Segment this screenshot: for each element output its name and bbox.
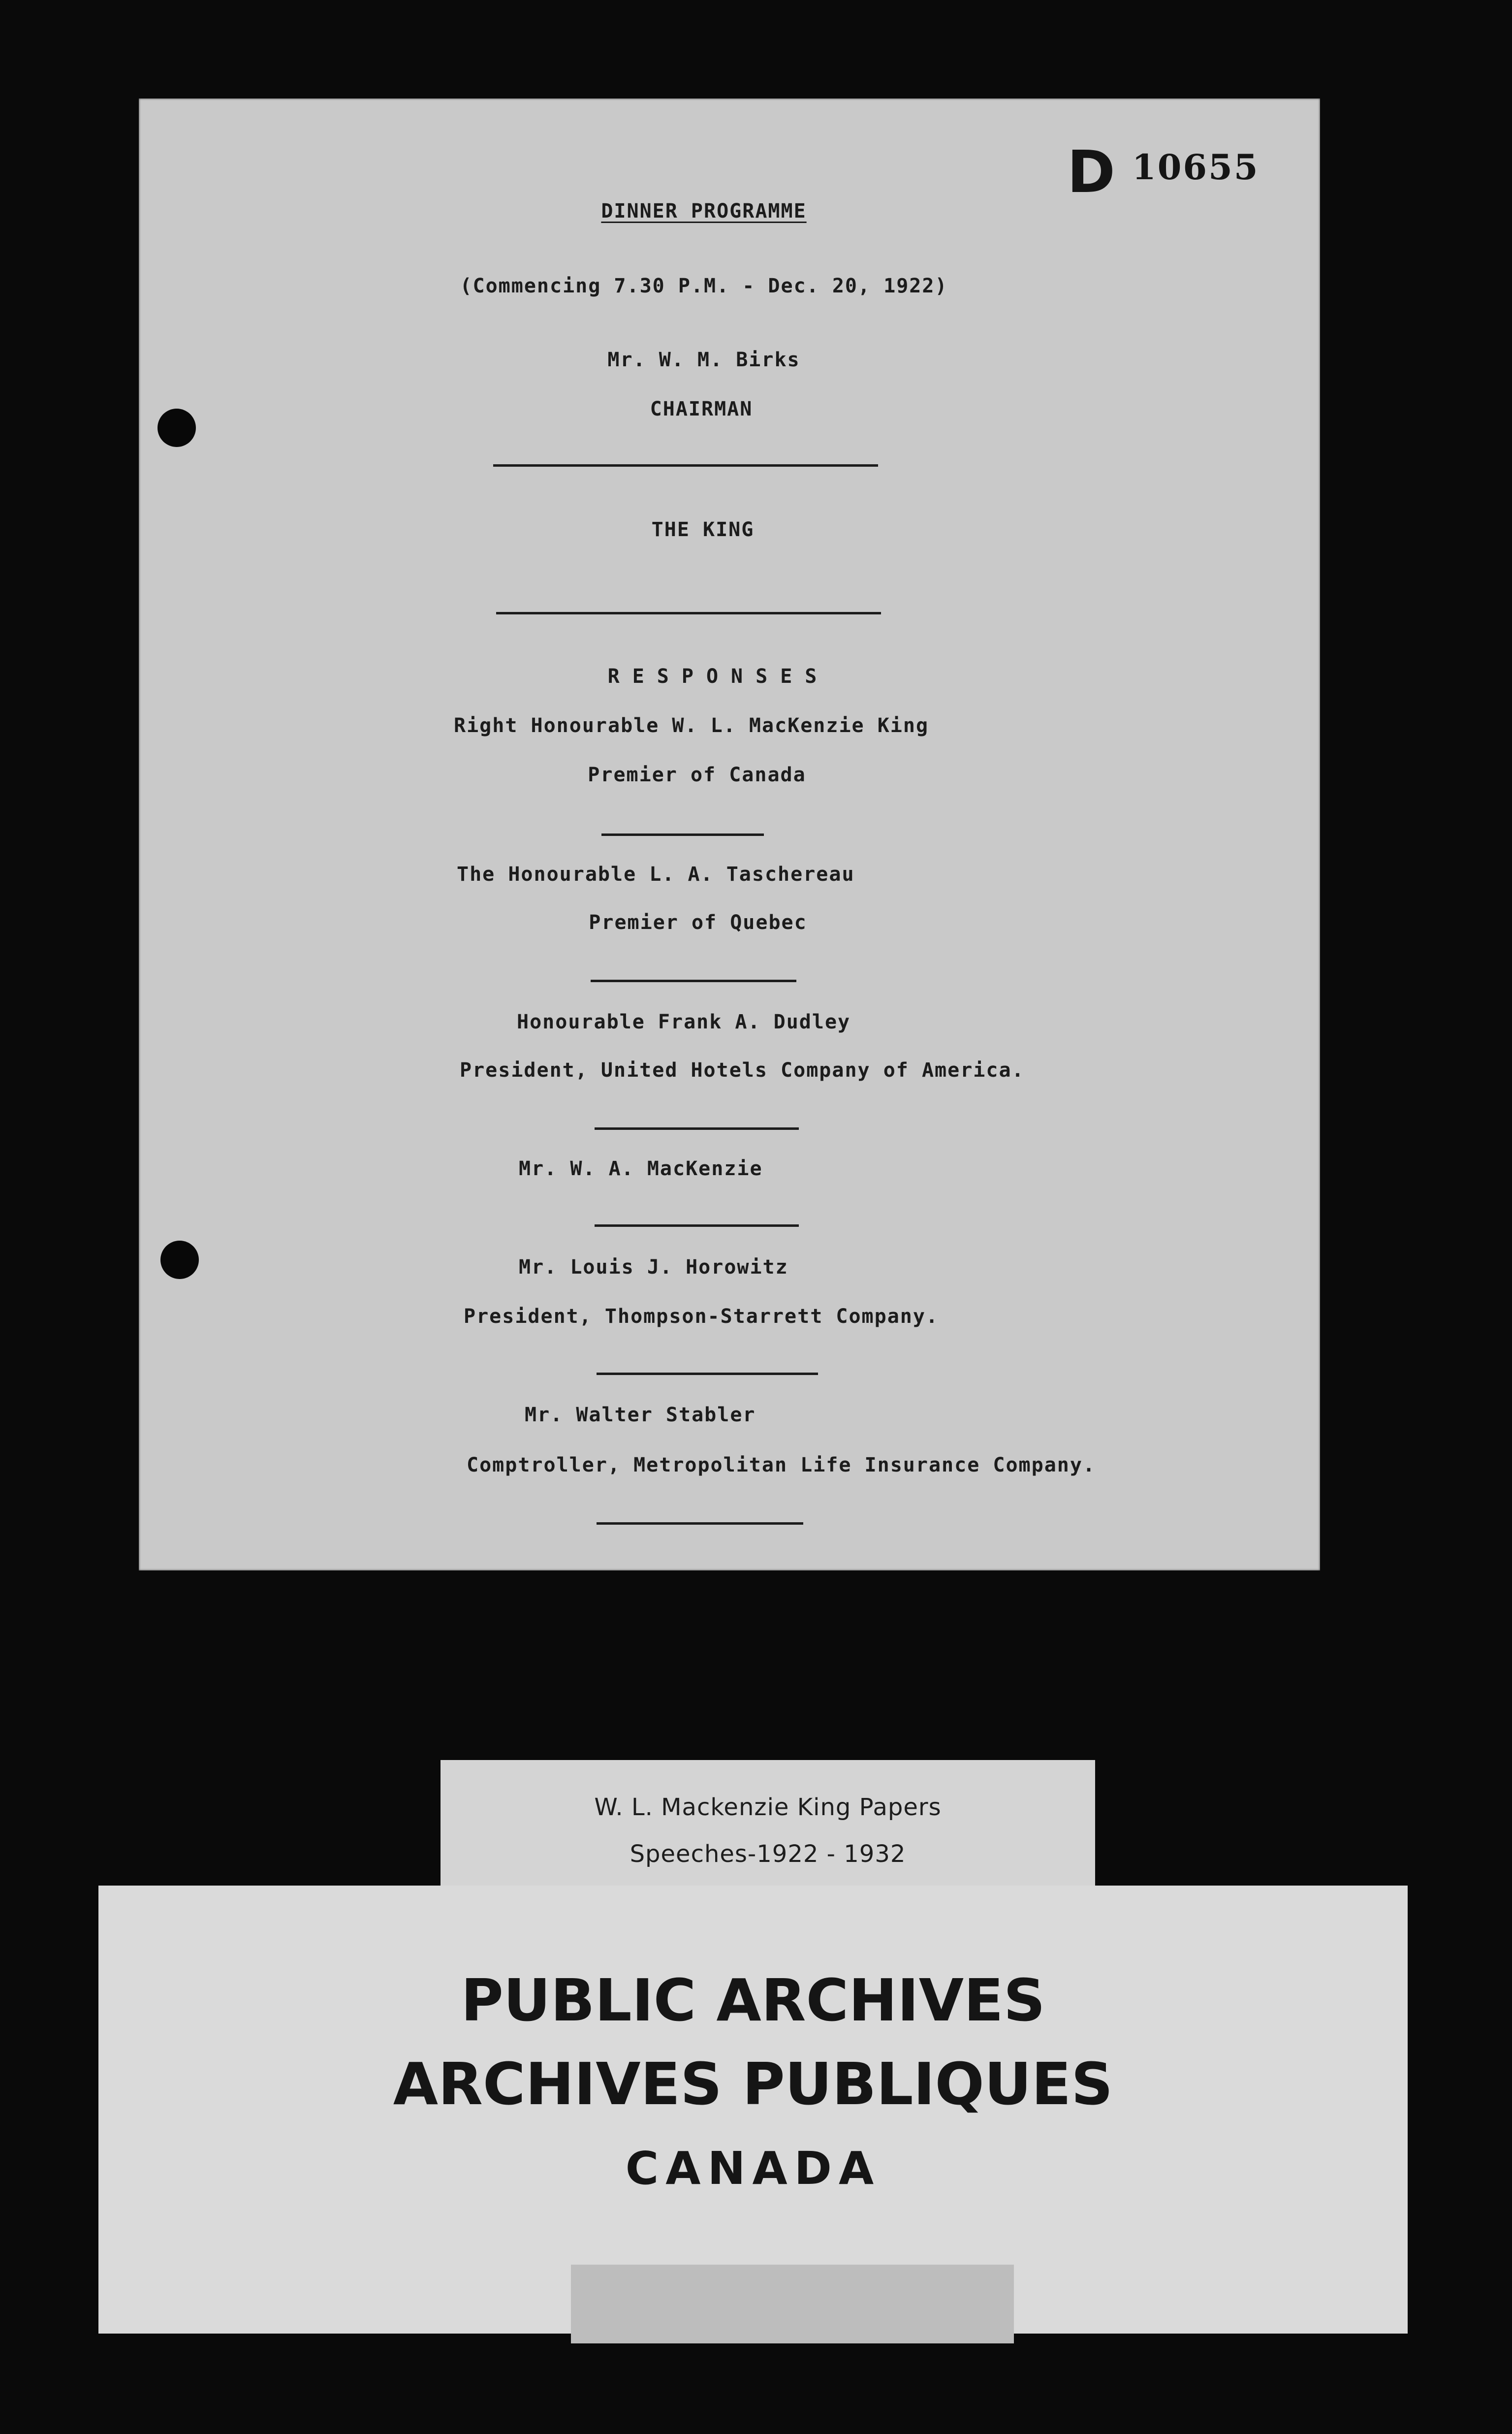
response-name: Mr. Louis J. Horowitz (519, 1256, 788, 1279)
chairman-name: Mr. W. M. Birks (607, 349, 800, 371)
divider (601, 833, 764, 836)
divider (597, 1522, 803, 1525)
divider (493, 464, 878, 467)
archives-stamp-line-3: CANADA (625, 2142, 881, 2195)
programme-title: DINNER PROGRAMME (601, 200, 807, 223)
collection-label-line-1: W. L. Mackenzie King Papers (594, 1793, 942, 1821)
response-name: Mr. Walter Stabler (525, 1404, 756, 1426)
response-title: Comptroller, Metropolitan Life Insurance Company. (467, 1454, 1096, 1476)
response-title: President, United Hotels Company of America. (460, 1059, 1025, 1082)
document-stamp-number: 10655 (1132, 147, 1260, 188)
archives-stamp-line-1: PUBLIC ARCHIVES (461, 1966, 1045, 2034)
response-name: The Honourable L. A. Taschereau (457, 863, 855, 886)
divider (597, 1373, 818, 1375)
document-stamp-letter: D (1067, 138, 1115, 206)
response-title: Premier of Quebec (589, 911, 807, 934)
chairman-role: CHAIRMAN (650, 398, 753, 420)
toast-title: THE KING (651, 518, 755, 541)
divider (595, 1224, 799, 1227)
divider (595, 1127, 799, 1130)
collection-label (441, 1760, 1095, 1898)
collection-label-line-2: Speeches-1922 - 1932 (630, 1840, 906, 1868)
archives-stamp-line-2: ARCHIVES PUBLIQUES (393, 2050, 1113, 2118)
response-name: Mr. W. A. MacKenzie (519, 1157, 763, 1180)
response-title: President, Thompson-Starrett Company. (464, 1305, 939, 1328)
response-title: Premier of Canada (588, 764, 806, 786)
punch-hole-bottom (160, 1241, 199, 1279)
divider (591, 980, 796, 982)
responses-heading: RESPONSES (607, 665, 830, 688)
response-name: Honourable Frank A. Dudley (517, 1011, 851, 1033)
punch-hole-top (158, 409, 196, 447)
response-name: Right Honourable W. L. MacKenzie King (454, 714, 929, 737)
divider (496, 612, 881, 614)
label-smudge (571, 2265, 1014, 2343)
programme-subtitle: (Commencing 7.30 P.M. - Dec. 20, 1922) (460, 275, 948, 297)
